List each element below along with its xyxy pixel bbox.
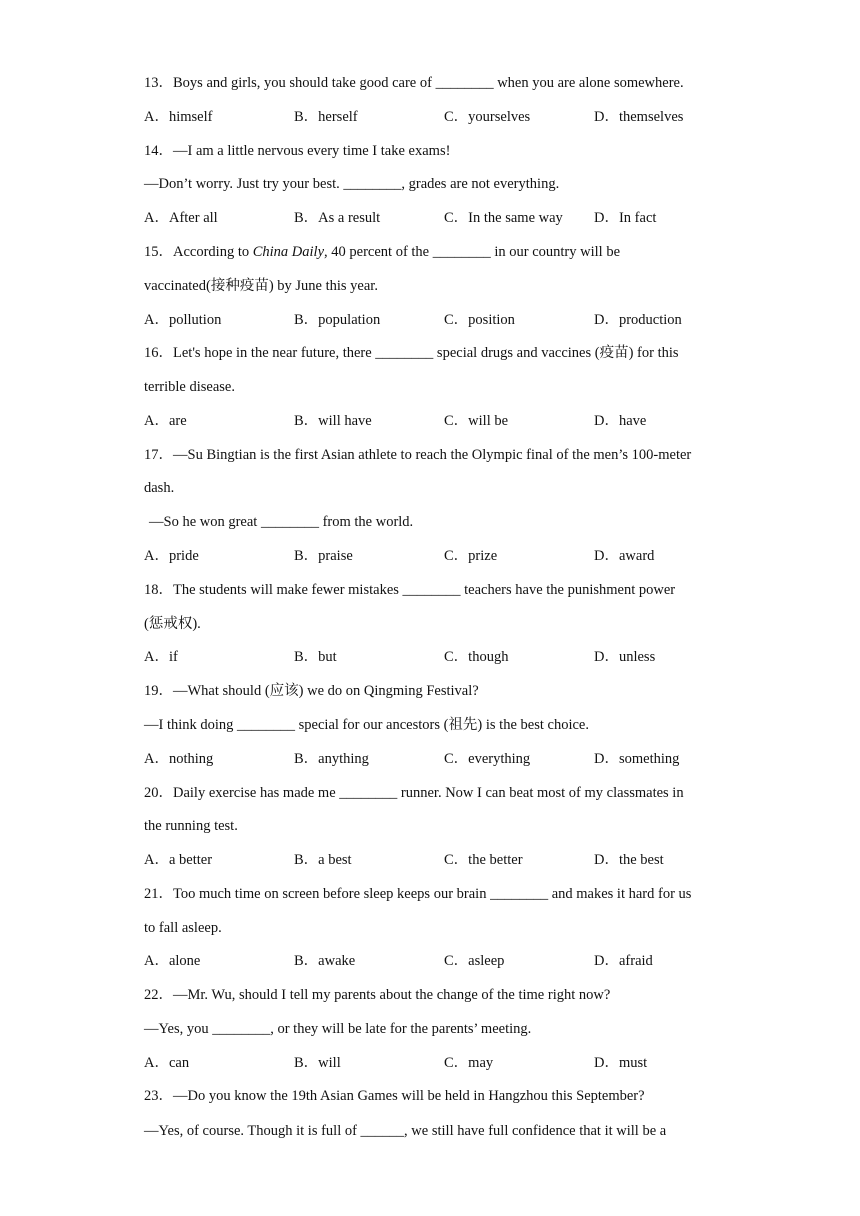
q18-option-d[interactable]: D．unless — [594, 649, 656, 665]
q23-reply: —Yes, of course. Though it is full of ______, we still have full confidence that it will be a — [144, 1123, 667, 1139]
q18-stem: 18．The students will make fewer mistakes ________ teachers have the punishment power — [144, 582, 676, 598]
q16-option-c[interactable]: C．will be — [444, 413, 509, 429]
q22-reply: —Yes, you ________, or they will be late for the parents’ meeting. — [144, 1021, 532, 1037]
q14-option-a[interactable]: A．After all — [144, 210, 218, 226]
q13-option-d[interactable]: D．themselves — [594, 109, 684, 125]
q21-options — [144, 950, 744, 972]
q18-option-c[interactable]: C．though — [444, 649, 509, 665]
q15-option-d[interactable]: D．production — [594, 312, 682, 328]
q19-option-c[interactable]: C．everything — [444, 751, 531, 767]
q23-stem: 23．—Do you know the 19th Asian Games will be held in Hangzhou this September? — [144, 1088, 645, 1104]
q22-option-a[interactable]: A．can — [144, 1055, 190, 1071]
q19-stem: 19．—What should (应该) we do on Qingming Festival? — [144, 683, 479, 699]
q13-option-b[interactable]: B．herself — [294, 109, 358, 125]
q21-option-a[interactable]: A．alone — [144, 953, 201, 969]
q15-options — [144, 309, 744, 331]
q16-option-d[interactable]: D．have — [594, 413, 647, 429]
q21-option-b[interactable]: B．awake — [294, 953, 356, 969]
q19-options — [144, 748, 744, 770]
q22-option-d[interactable]: D．must — [594, 1055, 648, 1071]
q20-option-a[interactable]: A．a better — [144, 852, 213, 868]
q17-option-d[interactable]: D．award — [594, 548, 655, 564]
q14-option-b[interactable]: B．As a result — [294, 210, 381, 226]
q16-option-a[interactable]: A．are — [144, 413, 187, 429]
q19-option-a[interactable]: A．nothing — [144, 751, 214, 767]
q16-option-b[interactable]: B．will have — [294, 413, 372, 429]
q20-option-c[interactable]: C．the better — [444, 852, 523, 868]
q15-option-c[interactable]: C．position — [444, 312, 515, 328]
q14-option-c[interactable]: C．In the same way — [444, 210, 563, 226]
q13-option-c[interactable]: C．yourselves — [444, 109, 531, 125]
q19-reply: —I think doing ________ special for our ancestors (祖先) is the best choice. — [144, 717, 589, 733]
q22-options — [144, 1052, 744, 1074]
q16-options — [144, 410, 744, 432]
q15-stem-italic: China Daily — [252, 244, 325, 260]
q18-options — [144, 646, 744, 668]
q20-stem-line2: the running test. — [144, 818, 238, 834]
q20-options — [144, 849, 744, 871]
q17-reply: —So he won great ________ from the world. — [149, 514, 414, 530]
q22-option-c[interactable]: C．may — [444, 1055, 494, 1071]
q22-option-b[interactable]: B．will — [294, 1055, 341, 1071]
q17-option-c[interactable]: C．prize — [444, 548, 498, 564]
q16-stem: 16．Let's hope in the near future, there ________ special drugs and vaccines (疫苗) for this — [144, 345, 679, 361]
q21-stem-line2: to fall asleep. — [144, 920, 222, 936]
q21-stem: 21．Too much time on screen before sleep keeps our brain ________ and makes it hard for us — [144, 886, 692, 902]
q22-stem: 22．—Mr. Wu, should I tell my parents about the change of the time right now? — [144, 987, 611, 1003]
q13-options — [144, 106, 744, 128]
q15-stem — [144, 241, 620, 263]
q15-option-b[interactable]: B．population — [294, 312, 381, 328]
q20-option-b[interactable]: B．a best — [294, 852, 352, 868]
q16-stem-line2: terrible disease. — [144, 379, 235, 395]
q18-option-b[interactable]: B．but — [294, 649, 337, 665]
q18-stem-line2: (惩戒权). — [144, 616, 201, 632]
q17-stem: 17．—Su Bingtian is the first Asian athlete to reach the Olympic final of the men’s 100-meter — [144, 447, 692, 463]
q15-stem-after: , 40 percent of the ________ in our country will be — [324, 244, 621, 260]
q20-stem: 20．Daily exercise has made me ________ runner. Now I can beat most of my classmates in — [144, 785, 684, 801]
q19-option-b[interactable]: B．anything — [294, 751, 369, 767]
q14-options — [144, 207, 744, 229]
q14-option-d[interactable]: D．In fact — [594, 210, 657, 226]
q15-stem-before: 15．According to — [144, 244, 253, 260]
q20-option-d[interactable]: D．the best — [594, 852, 664, 868]
q14-stem: 14．—I am a little nervous every time I take exams! — [144, 143, 451, 159]
q13-stem: 13．Boys and girls, you should take good care of ________ when you are alone somewhere. — [144, 75, 684, 91]
q17-option-a[interactable]: A．pride — [144, 548, 199, 564]
q19-option-d[interactable]: D．something — [594, 751, 680, 767]
q18-option-a[interactable]: A．if — [144, 649, 178, 665]
q21-option-d[interactable]: D．afraid — [594, 953, 653, 969]
q17-options — [144, 545, 744, 567]
q17-option-b[interactable]: B．praise — [294, 548, 353, 564]
q15-option-a[interactable]: A．pollution — [144, 312, 222, 328]
q14-reply: —Don’t worry. Just try your best. ________, grades are not everything. — [144, 176, 560, 192]
q21-option-c[interactable]: C．asleep — [444, 953, 505, 969]
q17-stem-line2: dash. — [144, 480, 175, 496]
q15-stem-line2: vaccinated(接种疫苗) by June this year. — [144, 278, 378, 294]
q13-option-a[interactable]: A．himself — [144, 109, 213, 125]
